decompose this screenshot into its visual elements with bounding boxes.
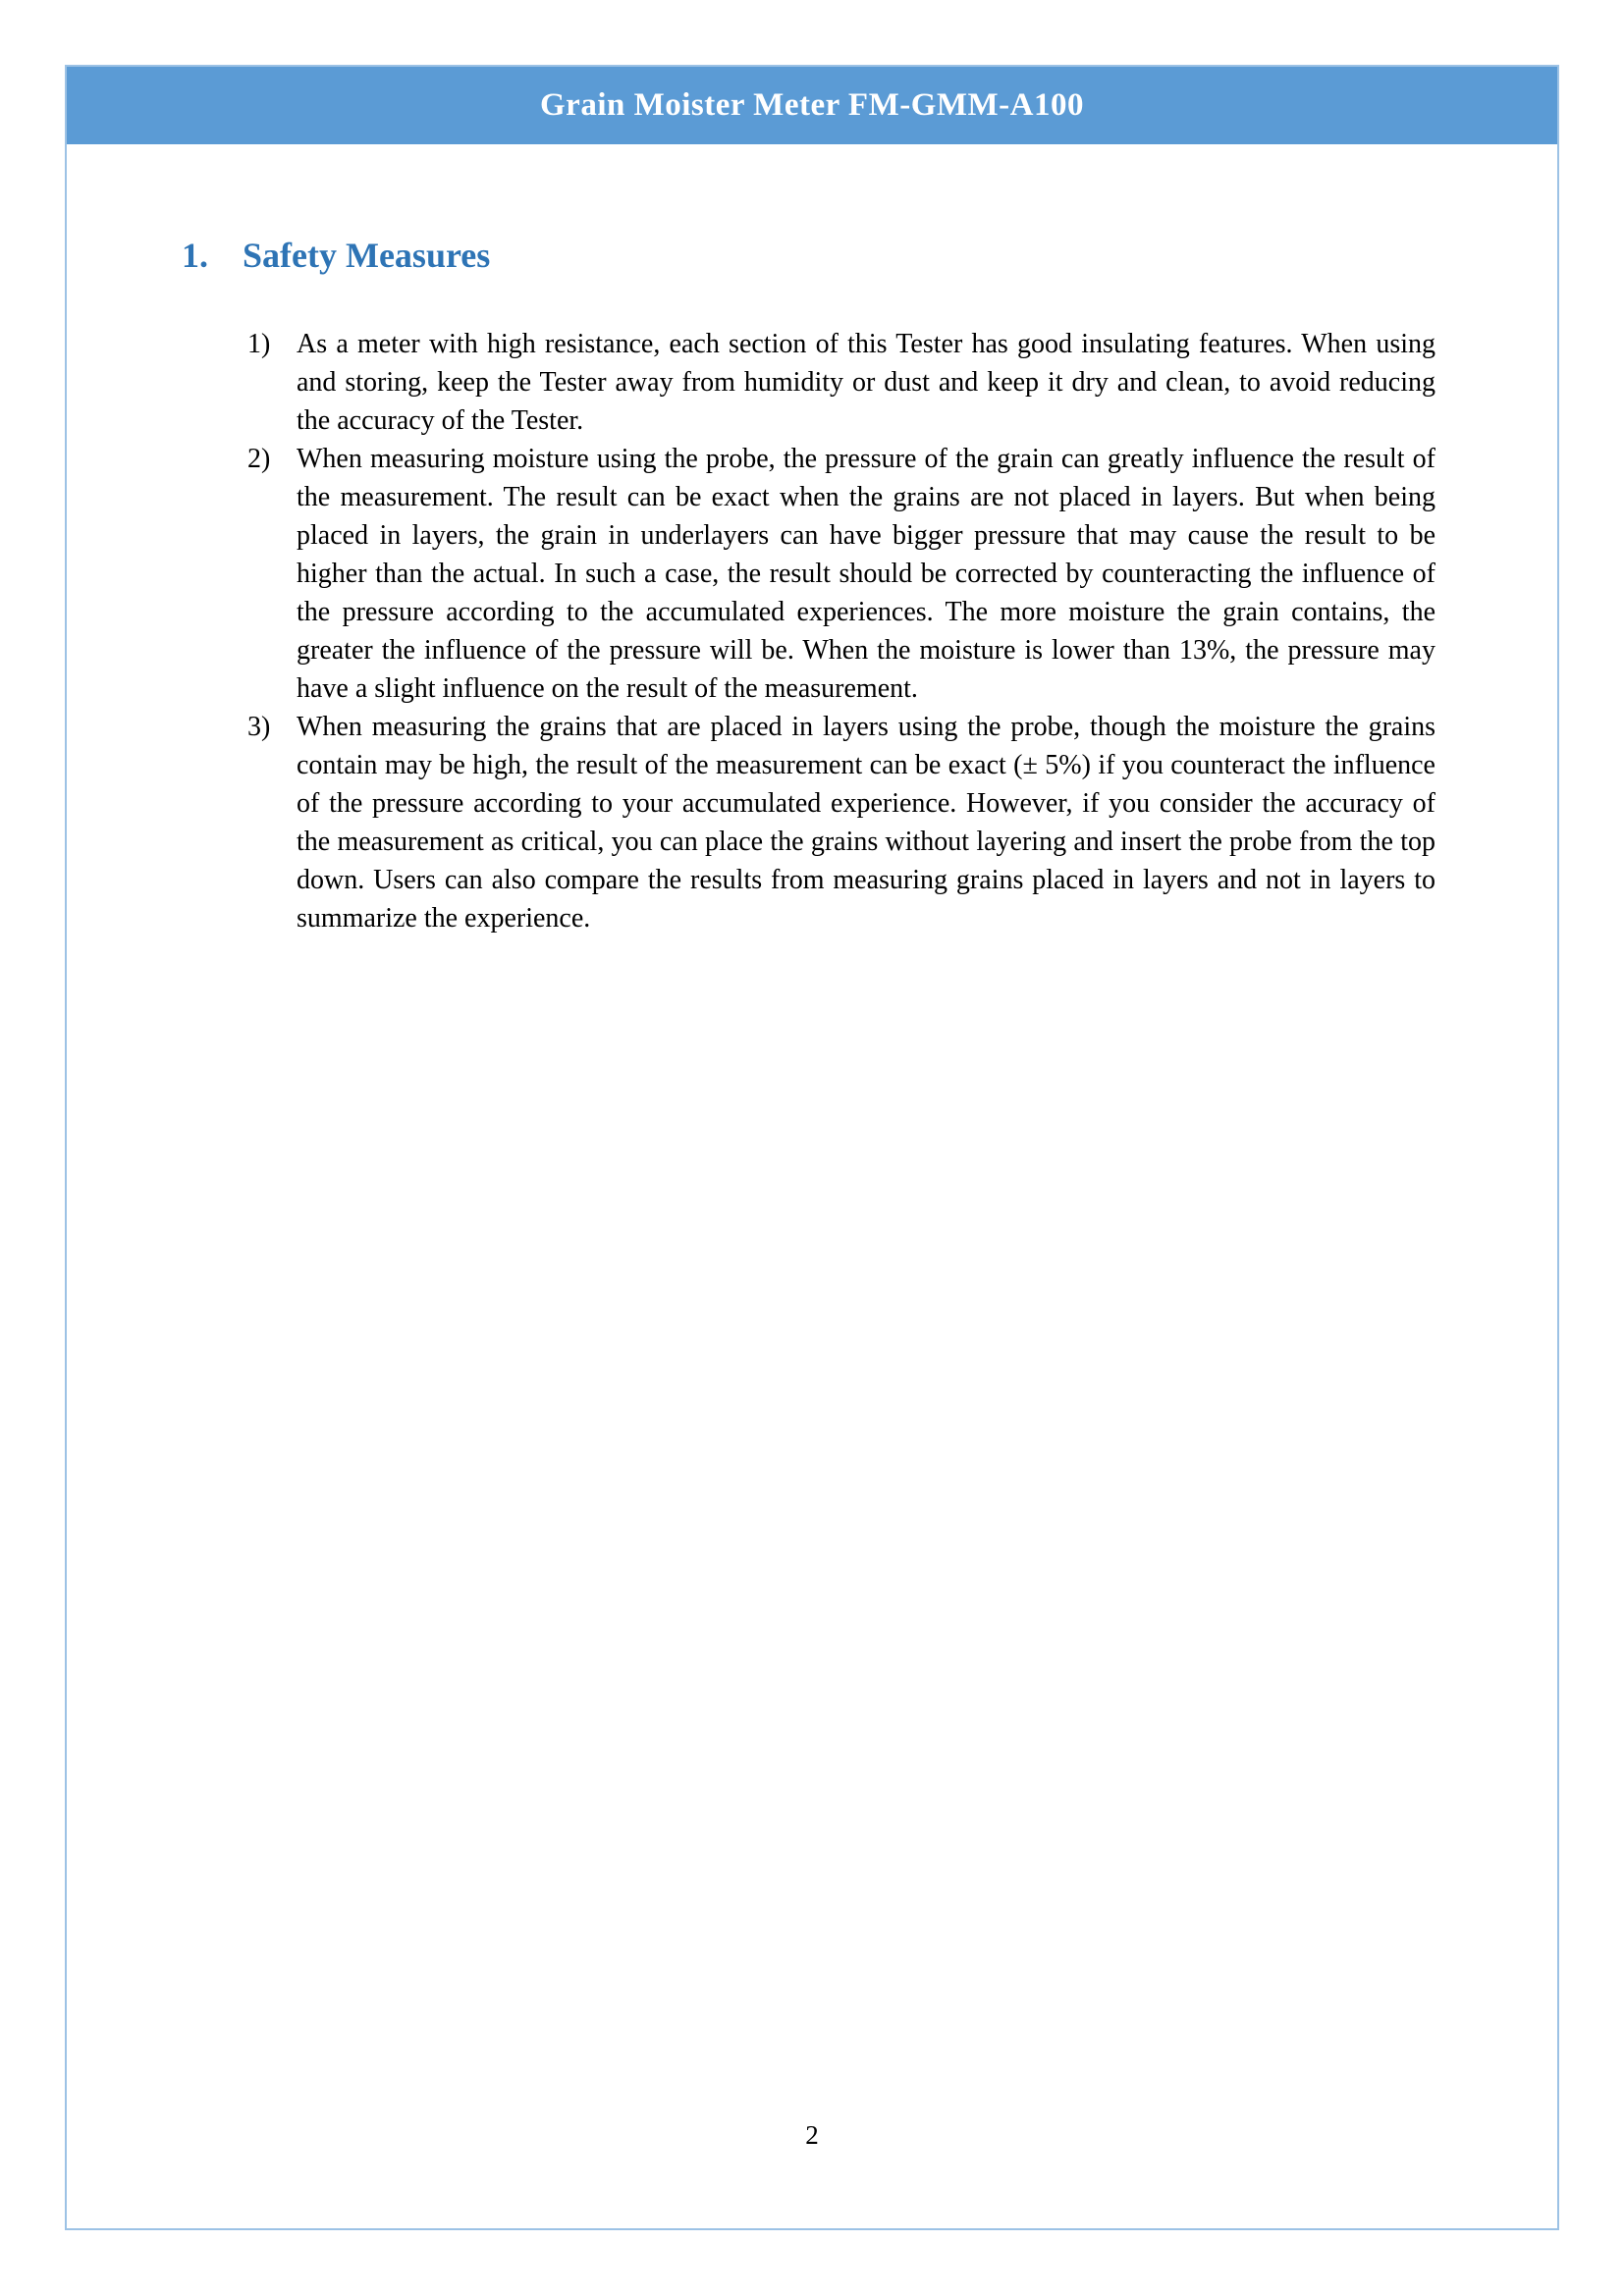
page-frame xyxy=(65,65,1559,2230)
list-item xyxy=(247,440,1494,708)
safety-measures-list xyxy=(67,325,1557,937)
document-title: Grain Moister Meter FM-GMM-A100 xyxy=(540,87,1084,123)
list-item-text: When measuring the grains that are placed in layers using the probe, though the moisture the grains contain may be high, the result of the measurement can be exact (± 5%) if you counteract the influence of the pressure according to your accumulated experience. However, if you consider the accuracy of the measurement as critical, you can place the grains without layering and insert the probe from the top down. Users can also compare the results from measuring grains placed in layers and not in layers to summarize the experience. xyxy=(297,712,1435,934)
section-heading xyxy=(182,235,1557,276)
page-number: 2 xyxy=(805,2120,819,2150)
list-item xyxy=(247,325,1494,440)
list-item-text: As a meter with high resistance, each section of this Tester has good insulating features. When using and storing, keep the Tester away from humidity or dust and keep it dry and clean, to avoid reducing the accuracy of the Tester. xyxy=(297,329,1435,436)
list-item-marker: 2) xyxy=(247,444,271,474)
document-header-bar xyxy=(67,67,1557,144)
list-item-marker: 1) xyxy=(247,329,271,359)
section-heading-number: 1. xyxy=(182,236,208,275)
list-item-marker: 3) xyxy=(247,712,271,742)
list-item xyxy=(247,708,1494,937)
section-heading-title: Safety Measures xyxy=(243,236,491,275)
list-item-text: When measuring moisture using the probe, the pressure of the grain can greatly influence the result of the measurement. The result can be exact when the grains are not placed in layers. But when being placed in layers, the grain in underlayers can have bigger pressure that may cause the result to be higher than the actual. In such a case, the result should be corrected by counteracting the influence of the pressure according to the accumulated experiences. The more moisture the grain contains, the greater the influence of the pressure will be. When the moisture is lower than 13%, the pressure may have a slight influence on the result of the measurement. xyxy=(297,444,1435,704)
